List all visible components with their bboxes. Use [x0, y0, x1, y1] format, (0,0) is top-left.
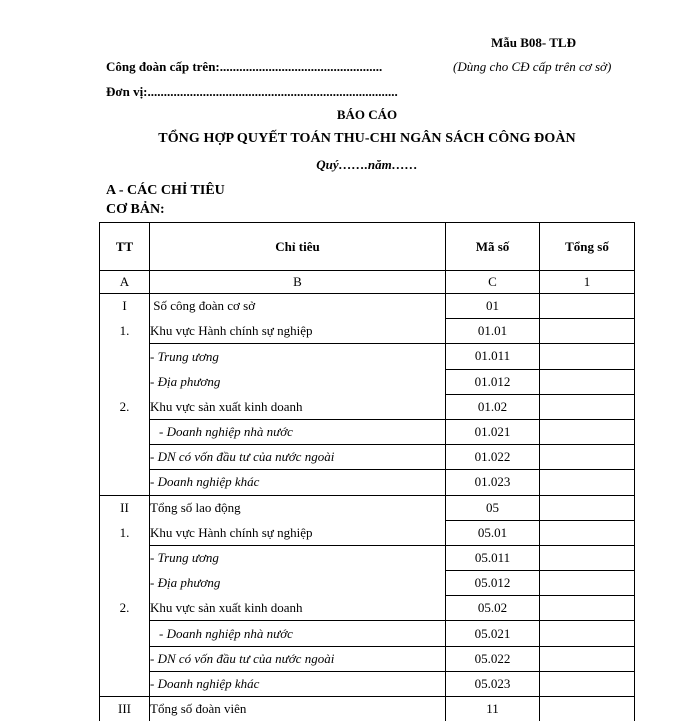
row-total-cell[interactable] [540, 319, 635, 344]
report-period: Quý…….năm…… [0, 157, 700, 173]
row-total-cell[interactable] [540, 294, 635, 319]
report-table [99, 222, 635, 721]
table-row [100, 470, 635, 495]
column-header-indicator: Chỉ tiêu [150, 223, 446, 271]
row-indicator: - Trung ương [150, 545, 446, 570]
section-heading: A - CÁC CHỈ TIÊU CƠ BẢN: [106, 181, 246, 219]
row-total-cell[interactable] [540, 571, 635, 596]
table-row [100, 646, 635, 671]
report-subtitle: TỔNG HỢP QUYẾT TOÁN THU-CHI NGÂN SÁCH CÔNG ĐOÀN [0, 131, 700, 147]
table-row [100, 671, 635, 696]
row-total-cell[interactable] [540, 419, 635, 444]
column-header-code: Mã số [446, 223, 540, 271]
row-total-cell[interactable] [540, 369, 635, 394]
row-total-cell[interactable] [540, 470, 635, 495]
row-number: 1. [100, 319, 150, 344]
row-indicator: Tổng số lao động [150, 495, 446, 520]
row-number: 2. [100, 596, 150, 621]
row-number [100, 344, 150, 369]
table-row [100, 520, 635, 545]
row-code: 05.023 [446, 671, 540, 696]
table-row [100, 419, 635, 444]
row-code: 01.022 [446, 445, 540, 470]
row-indicator: Khu vực Hành chính sự nghiệp [150, 319, 446, 344]
row-number: II [100, 495, 150, 520]
table-row [100, 697, 635, 721]
row-indicator: Khu vực Hành chính sự nghiệp [150, 520, 446, 545]
row-indicator: - Doanh nghiệp nhà nước [150, 621, 446, 646]
row-indicator: Tổng số đoàn viên [150, 697, 446, 721]
row-indicator: - Trung ương [150, 344, 446, 369]
row-number [100, 470, 150, 495]
row-total-cell[interactable] [540, 596, 635, 621]
row-total-cell[interactable] [540, 671, 635, 696]
column-header-total: Tổng số [540, 223, 635, 271]
table-row [100, 294, 635, 319]
row-total-cell[interactable] [540, 646, 635, 671]
row-indicator: Khu vực sản xuất kinh doanh [150, 596, 446, 621]
row-total-cell[interactable] [540, 344, 635, 369]
row-indicator: - DN có vốn đầu tư của nước ngoài [150, 445, 446, 470]
unit-label: Đơn vị:............................................................................. [106, 84, 398, 100]
table-row [100, 344, 635, 369]
report-title: BÁO CÁO [0, 107, 700, 123]
column-letter: A [100, 271, 150, 294]
row-code: 01.023 [446, 470, 540, 495]
row-number: I [100, 294, 150, 319]
row-indicator: - Địa phương [150, 571, 446, 596]
row-code: 01.011 [446, 344, 540, 369]
row-code: 05.012 [446, 571, 540, 596]
table-row [100, 621, 635, 646]
row-number: 1. [100, 520, 150, 545]
row-code: 05.011 [446, 545, 540, 570]
row-number [100, 621, 150, 646]
column-letter: C [446, 271, 540, 294]
table-row [100, 445, 635, 470]
row-code: 11 [446, 697, 540, 721]
row-code: 05.01 [446, 520, 540, 545]
row-number [100, 646, 150, 671]
row-indicator: Khu vực sản xuất kinh doanh [150, 394, 446, 419]
row-total-cell[interactable] [540, 545, 635, 570]
table-row [100, 596, 635, 621]
row-number [100, 571, 150, 596]
row-code: 01.01 [446, 319, 540, 344]
upper-union-label: Công đoàn cấp trên:.................................................. [106, 59, 382, 75]
row-indicator: - Doanh nghiệp nhà nước [150, 419, 446, 444]
row-number [100, 369, 150, 394]
table-row [100, 369, 635, 394]
row-code: 05 [446, 495, 540, 520]
table-row [100, 495, 635, 520]
column-letter: B [150, 271, 446, 294]
column-letter: 1 [540, 271, 635, 294]
row-indicator: - DN có vốn đầu tư của nước ngoài [150, 646, 446, 671]
row-code: 01.012 [446, 369, 540, 394]
row-total-cell[interactable] [540, 621, 635, 646]
row-number [100, 419, 150, 444]
table-row [100, 571, 635, 596]
row-number [100, 671, 150, 696]
row-number [100, 445, 150, 470]
row-number [100, 545, 150, 570]
table-row [100, 319, 635, 344]
row-code: 05.02 [446, 596, 540, 621]
row-total-cell[interactable] [540, 394, 635, 419]
column-header-tt: TT [100, 223, 150, 271]
usage-note: (Dùng cho CĐ cấp trên cơ sở) [453, 59, 611, 75]
row-code: 05.021 [446, 621, 540, 646]
row-code: 01 [446, 294, 540, 319]
row-total-cell[interactable] [540, 697, 635, 721]
row-indicator: Số công đoàn cơ sở [150, 294, 446, 319]
table-header-row [100, 223, 635, 271]
table-row [100, 545, 635, 570]
row-code: 01.02 [446, 394, 540, 419]
row-indicator: - Địa phương [150, 369, 446, 394]
form-code: Mẫu B08- TLĐ [491, 35, 576, 51]
row-total-cell[interactable] [540, 520, 635, 545]
table-row [100, 394, 635, 419]
row-indicator: - Doanh nghiệp khác [150, 470, 446, 495]
row-code: 05.022 [446, 646, 540, 671]
row-total-cell[interactable] [540, 445, 635, 470]
row-number: III [100, 697, 150, 721]
row-code: 01.021 [446, 419, 540, 444]
row-indicator: - Doanh nghiệp khác [150, 671, 446, 696]
row-total-cell[interactable] [540, 495, 635, 520]
row-number: 2. [100, 394, 150, 419]
column-letters-row [100, 271, 635, 294]
